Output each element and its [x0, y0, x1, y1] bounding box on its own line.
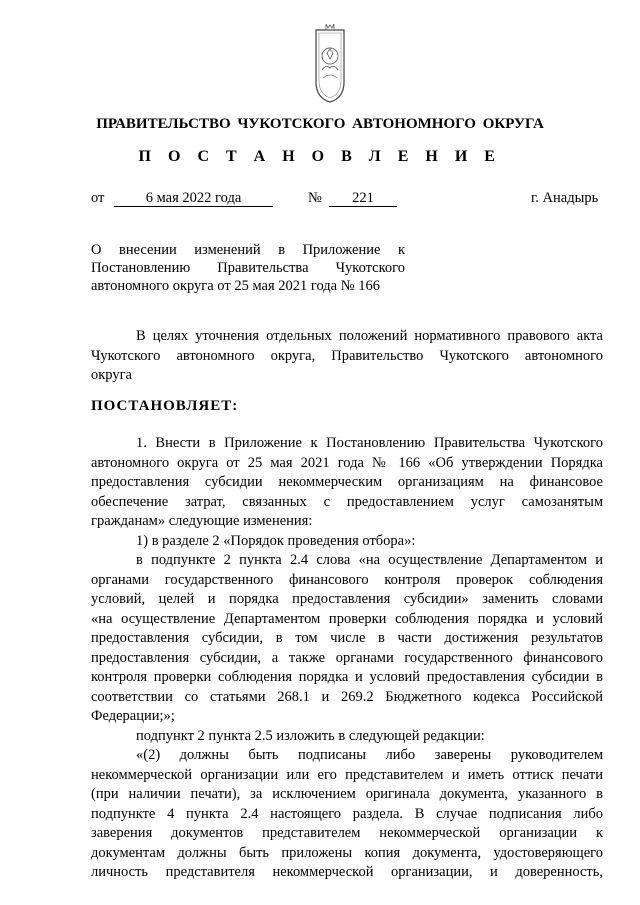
body-line: обеспечение затрат, связанных с предоставлением услуг самозанятым	[91, 493, 603, 510]
body-line: предоставления субсидии некоммерческим организациям на финансовое	[91, 474, 603, 490]
decree-subject	[91, 241, 405, 295]
body-line: условий, целей и порядка предоставления субсидии» заменить словами	[91, 591, 603, 607]
body-line: 1. Внести в Приложение к Постановлению Правительства Чукотского	[136, 435, 603, 451]
decree-date: 6 мая 2022 года	[114, 191, 273, 207]
body-line: подпункт 2 пункта 2.5 изложить в следующей редакции:	[136, 727, 485, 744]
body-line: 1) в разделе 2 «Порядок проведения отбора»:	[136, 532, 416, 549]
decree-body	[91, 434, 603, 883]
body-line: «(2) должны быть подписаны либо заверены руководителем	[136, 747, 603, 763]
decree-title: П О С Т А Н О В Л Е Н И Е	[138, 148, 502, 165]
resolve-heading: ПОСТАНОВЛЯЕТ:	[91, 398, 239, 414]
government-title: ПРАВИТЕЛЬСТВО ЧУКОТСКОГО АВТОНОМНОГО ОКРУГА	[96, 116, 544, 132]
decree-number: 221	[329, 191, 397, 207]
body-line: некоммерческой организации или его представителем и иметь оттиск печати	[91, 766, 603, 783]
coat-of-arms-emblem	[312, 22, 348, 104]
body-line: личность представителя некоммерческой организации, и доверенность,	[91, 864, 603, 880]
preamble	[91, 327, 603, 386]
body-line: заверения документов представителем некоммерческой организации к	[91, 825, 603, 841]
body-line: документам должны быть приложены копия документа, удостоверяющего	[91, 844, 603, 861]
preamble-line: округа	[91, 367, 132, 383]
body-line: предоставления субсидии, в том числе в части достижения результатов	[91, 630, 603, 646]
number-label: №	[308, 190, 322, 206]
from-label: от	[91, 190, 105, 206]
subject-line: О внесении изменений в Приложение к	[91, 242, 405, 258]
body-line: автономного округа от 25 мая 2021 года № 166 «Об утверждении Порядка	[91, 454, 603, 471]
body-line: Федерации;»;	[91, 708, 175, 724]
subject-line: автономного округа от 25 мая 2021 года № 166	[91, 278, 380, 294]
preamble-line: В целях уточнения отдельных положений нормативного правового акта	[136, 328, 603, 344]
body-line: соответствии со статьями 268.1 и 269.2 Бюджетного кодекса Российской	[91, 688, 603, 705]
body-line: подпункте 4 пункта 2.4 настоящего раздела. В случае подписания либо	[91, 805, 603, 822]
body-line: «на осуществление Департаментом проверки соблюдения порядка и условий	[91, 610, 603, 627]
body-line: органами государственного финансового контроля проверок соблюдения	[91, 571, 603, 588]
preamble-line: Чукотского автономного округа, Правительство Чукотского автономного	[91, 347, 603, 364]
subject-line: Постановлению Правительства Чукотского	[91, 260, 405, 276]
body-line: контроля проверки соблюдения порядка и условий предоставления субсидии в	[91, 669, 603, 685]
city: г. Анадырь	[531, 190, 599, 206]
body-line: в подпункте 2 пункта 2.4 слова «на осуществление Департаментом и	[136, 552, 603, 568]
body-line: гражданам» следующие изменения:	[91, 513, 313, 529]
body-line: (при наличии печати), за исключением оригинала документа, указанного в	[91, 786, 603, 802]
body-line: предоставления субсидии, а также органами государственного финансового	[91, 649, 603, 666]
